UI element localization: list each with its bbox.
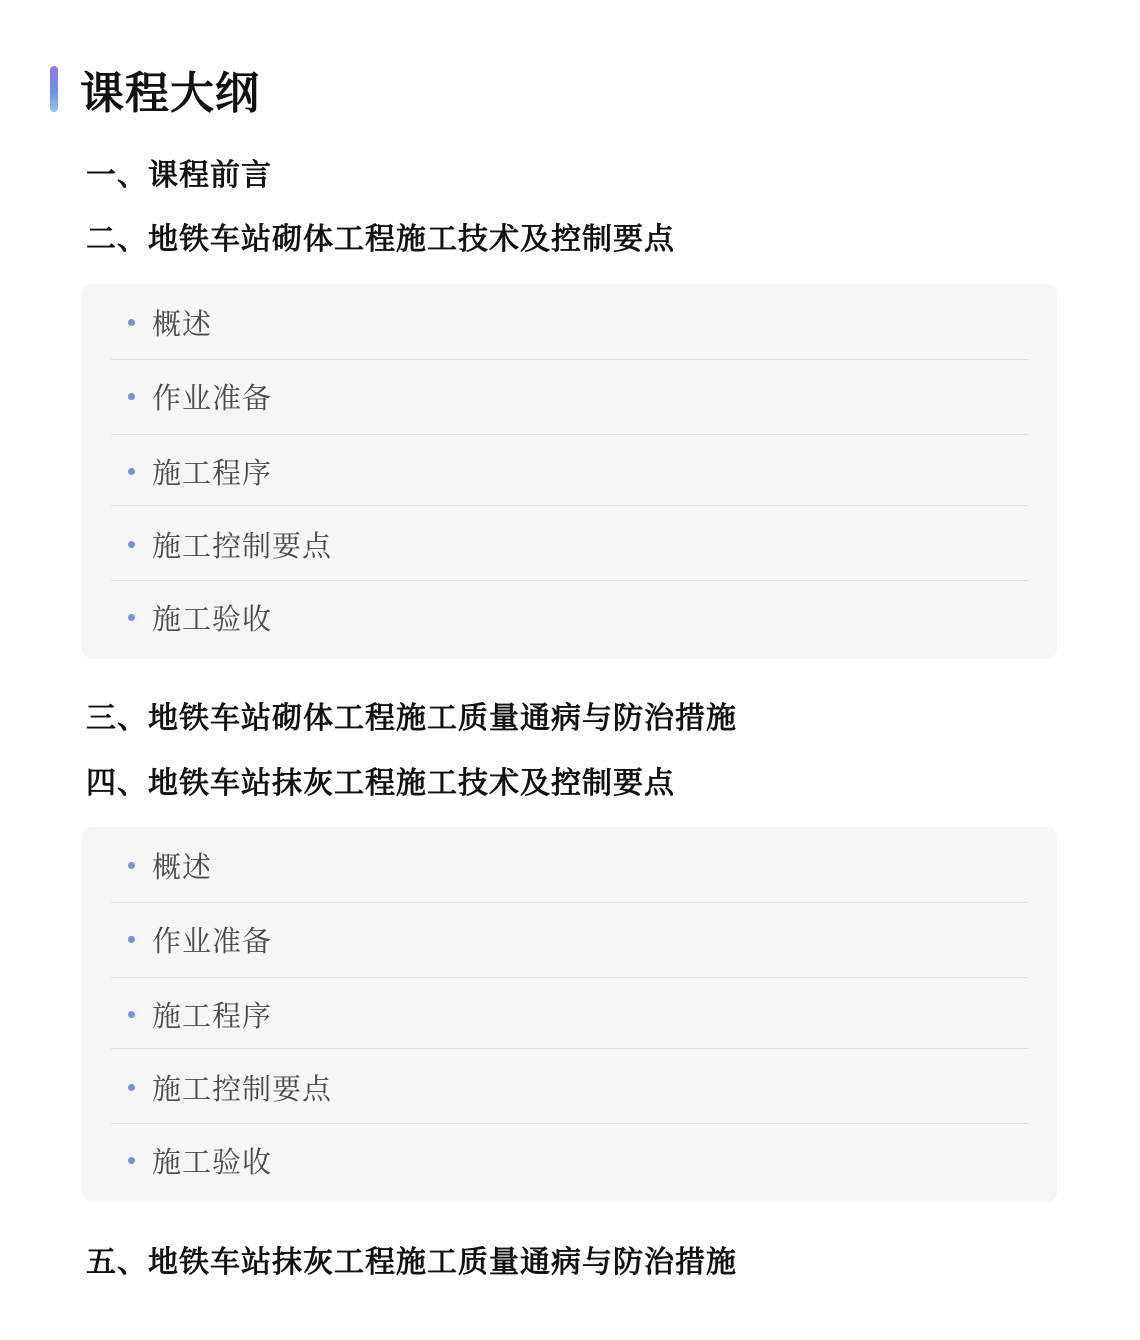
list-item[interactable] <box>111 1067 1028 1107</box>
bullet-dot-icon <box>128 393 135 400</box>
divider <box>111 580 1028 581</box>
list-item[interactable] <box>111 845 1028 885</box>
divider <box>111 1048 1028 1049</box>
page-title: 课程大纲 <box>80 68 260 119</box>
divider <box>111 434 1028 435</box>
list-item-label: 概述 <box>152 849 213 884</box>
divider <box>111 902 1028 903</box>
divider <box>111 505 1028 506</box>
outline-heading <box>50 62 260 119</box>
list-item-label: 施工验收 <box>152 601 273 636</box>
section-title-4[interactable]: 四、地铁车站抹灰工程施工技术及控制要点 <box>86 766 675 801</box>
bullet-dot-icon <box>128 862 135 869</box>
divider <box>111 977 1028 978</box>
list-item-label: 作业准备 <box>152 923 273 958</box>
list-item-label: 概述 <box>152 306 213 341</box>
list-item[interactable] <box>111 376 1028 416</box>
list-item-label: 作业准备 <box>152 380 273 415</box>
list-item[interactable] <box>111 919 1028 959</box>
section-title-2[interactable]: 二、地铁车站砌体工程施工技术及控制要点 <box>86 222 675 257</box>
list-item-label: 施工程序 <box>152 998 273 1033</box>
list-item[interactable] <box>111 451 1028 491</box>
list-item-label: 施工控制要点 <box>152 1071 333 1106</box>
list-item[interactable] <box>111 302 1028 342</box>
bullet-dot-icon <box>128 614 135 621</box>
section-4-subitems <box>82 827 1057 1202</box>
list-item-label: 施工控制要点 <box>152 528 333 563</box>
section-title-5[interactable]: 五、地铁车站抹灰工程施工质量通病与防治措施 <box>86 1245 737 1280</box>
list-item-label: 施工验收 <box>152 1144 273 1179</box>
bullet-dot-icon <box>128 1084 135 1091</box>
list-item[interactable] <box>111 597 1028 637</box>
bullet-dot-icon <box>128 1157 135 1164</box>
divider <box>111 359 1028 360</box>
heading-accent-bar <box>50 66 58 112</box>
section-2-subitems <box>82 284 1057 659</box>
list-item[interactable] <box>111 1140 1028 1180</box>
list-item[interactable] <box>111 524 1028 564</box>
divider <box>111 1123 1028 1124</box>
list-item[interactable] <box>111 994 1028 1034</box>
section-title-1[interactable]: 一、课程前言 <box>86 158 272 193</box>
bullet-dot-icon <box>128 936 135 943</box>
bullet-dot-icon <box>128 1011 135 1018</box>
bullet-dot-icon <box>128 541 135 548</box>
bullet-dot-icon <box>128 319 135 326</box>
bullet-dot-icon <box>128 468 135 475</box>
list-item-label: 施工程序 <box>152 455 273 490</box>
section-title-3[interactable]: 三、地铁车站砌体工程施工质量通病与防治措施 <box>86 701 737 736</box>
